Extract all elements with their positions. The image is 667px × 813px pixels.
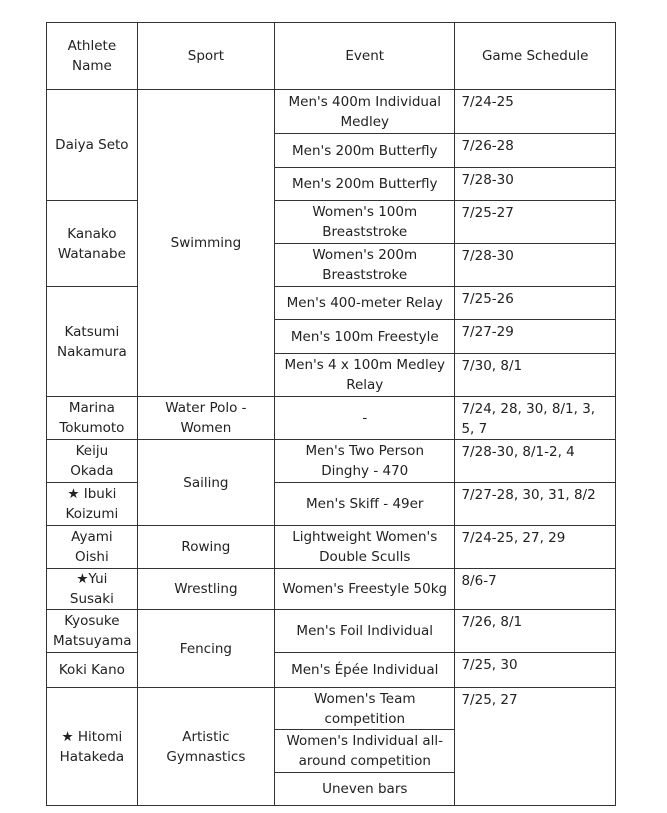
athlete-cell: Kyosuke Matsuyama: [47, 610, 138, 653]
sport-cell: Water Polo - Women: [137, 397, 274, 440]
event-cell: Men's 400m Individual Medley: [275, 90, 455, 134]
sport-cell: Rowing: [137, 526, 274, 569]
athlete-cell: Marina Tokumoto: [47, 397, 138, 440]
schedule-cell: 7/26, 8/1: [455, 610, 616, 653]
table-row: [47, 483, 616, 526]
schedule-cell: 7/28-30, 8/1-2, 4: [455, 440, 616, 483]
athlete-cell: ★ Ibuki Koizumi: [47, 483, 138, 526]
schedule-cell: 7/24-25: [455, 90, 616, 134]
event-cell: Men's Foil Individual: [275, 610, 455, 653]
schedule-cell: 7/30, 8/1: [455, 354, 616, 397]
athlete-cell: Ayami Oishi: [47, 526, 138, 569]
schedule-cell: 7/25-27: [455, 201, 616, 244]
header-event: Event: [275, 23, 455, 90]
event-cell: Men's Épée Individual: [275, 653, 455, 688]
sport-cell: Wrestling: [137, 569, 274, 610]
athlete-cell: ★ Hitomi Hatakeda: [47, 688, 138, 806]
event-cell: Men's 200m Butterfly: [275, 134, 455, 168]
table-row: [47, 397, 616, 440]
athlete-cell: Katsumi Nakamura: [47, 287, 138, 397]
athlete-cell: Keiju Okada: [47, 440, 138, 483]
table-row: [47, 201, 616, 244]
event-cell: Men's 200m Butterfly: [275, 168, 455, 201]
schedule-cell: 7/25-26: [455, 287, 616, 320]
table-row: [47, 287, 616, 320]
schedule-cell: 7/28-30: [455, 244, 616, 287]
table-row: [47, 440, 616, 483]
header-row: [47, 23, 616, 90]
event-cell: Lightweight Women's Double Sculls: [275, 526, 455, 569]
table-row: [47, 90, 616, 134]
event-cell: Women's Freestyle 50kg: [275, 569, 455, 610]
table-row: [47, 688, 616, 730]
event-cell: Women's 200m Breaststroke: [275, 244, 455, 287]
header-sport: Sport: [137, 23, 274, 90]
event-cell: Women's 100m Breaststroke: [275, 201, 455, 244]
table-row: [47, 610, 616, 653]
event-cell: Women's Individual all-around competition: [275, 730, 455, 773]
schedule-cell: 7/24-25, 27, 29: [455, 526, 616, 569]
event-cell: Men's 4 x 100m Medley Relay: [275, 354, 455, 397]
event-cell: Men's 100m Freestyle: [275, 320, 455, 354]
event-cell: Men's 400-meter Relay: [275, 287, 455, 320]
schedule-cell: 7/26-28: [455, 134, 616, 168]
schedule-table: [46, 22, 616, 806]
athlete-cell: ★Yui Susaki: [47, 569, 138, 610]
sport-cell: Fencing: [137, 610, 274, 688]
sport-cell: Swimming: [137, 90, 274, 397]
event-cell: Men's Skiff - 49er: [275, 483, 455, 526]
event-cell: -: [275, 397, 455, 440]
schedule-cell: 7/25, 30: [455, 653, 616, 688]
schedule-cell: 7/27-29: [455, 320, 616, 354]
header-game-schedule: Game Schedule: [455, 23, 616, 90]
header-athlete-name: Athlete Name: [47, 23, 138, 90]
table-row: [47, 526, 616, 569]
sport-cell: Artistic Gymnastics: [137, 688, 274, 806]
athlete-cell: Daiya Seto: [47, 90, 138, 201]
event-cell: Women's Team competition: [275, 688, 455, 730]
event-cell: Men's Two Person Dinghy - 470: [275, 440, 455, 483]
sport-cell: Sailing: [137, 440, 274, 526]
schedule-cell: 7/27-28, 30, 31, 8/2: [455, 483, 616, 526]
event-cell: Uneven bars: [275, 773, 455, 806]
schedule-cell: 8/6-7: [455, 569, 616, 610]
schedule-cell: 7/24, 28, 30, 8/1, 3, 5, 7: [455, 397, 616, 440]
schedule-cell: 7/28-30: [455, 168, 616, 201]
schedule-cell: 7/25, 27: [455, 688, 616, 806]
table-row: [47, 569, 616, 610]
athlete-cell: Kanako Watanabe: [47, 201, 138, 287]
athlete-cell: Koki Kano: [47, 653, 138, 688]
table-row: [47, 653, 616, 688]
